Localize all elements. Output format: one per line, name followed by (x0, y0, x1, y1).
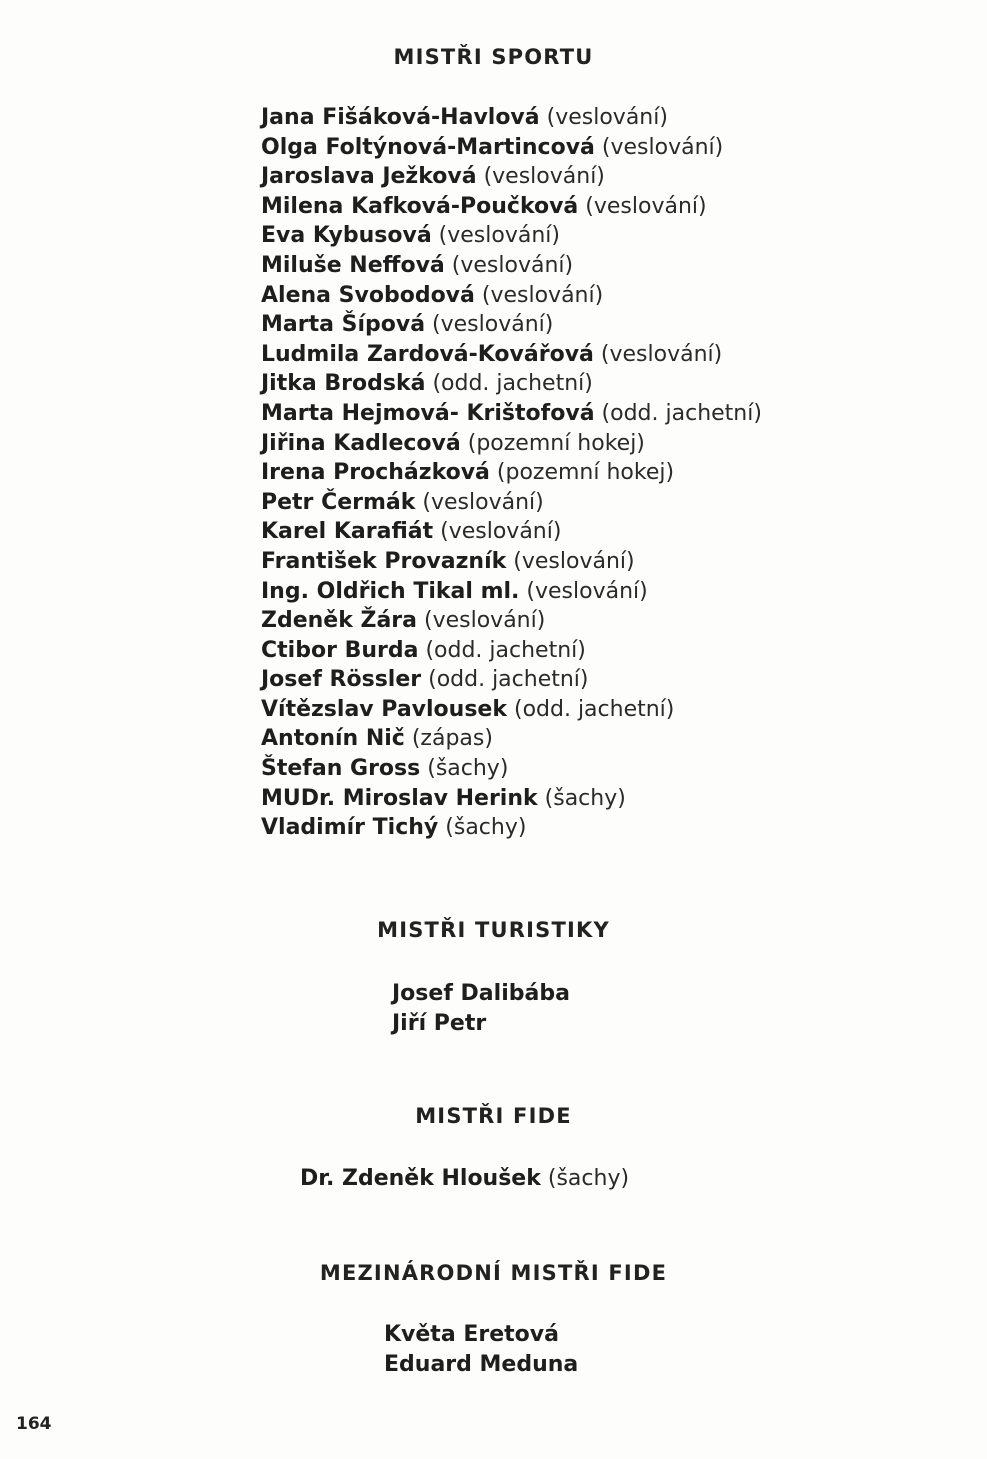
person-name: Milena Kafková-Poučková (261, 193, 579, 219)
discipline: (veslování) (451, 252, 574, 278)
list-item (261, 665, 762, 695)
person-name: Zdeněk Žára (261, 608, 417, 634)
discipline: (veslování) (424, 608, 546, 634)
heading-mistri-fide: MISTŘI FIDE (415, 1104, 572, 1128)
list-item (261, 606, 762, 636)
person-name: Jiří Petr (392, 1010, 487, 1036)
discipline: (šachy) (544, 785, 626, 811)
person-name: Štefan Gross (261, 756, 421, 782)
list-mistri-turistiky (392, 979, 570, 1038)
person-name: Alena Svobodová (261, 282, 475, 308)
list-item (261, 695, 762, 725)
list-item (261, 103, 762, 133)
list-item (392, 1009, 570, 1039)
person-name: Petr Čermák (261, 489, 416, 515)
list-item (261, 162, 762, 192)
person-name: Josef Dalibába (392, 981, 570, 1006)
list-item (261, 517, 762, 547)
person-name: Miluše Neffová (261, 252, 445, 278)
discipline: (šachy) (427, 756, 509, 782)
person-name: Josef Rössler (261, 667, 422, 693)
person-name: Dr. Zdeněk Hloušek (300, 1166, 541, 1191)
discipline: (veslování) (600, 341, 723, 367)
person-name: Ing. Oldřich Tikal ml. (261, 578, 520, 604)
list-item (300, 1164, 629, 1194)
discipline: (veslování) (526, 578, 648, 604)
list-mistri-fide (300, 1164, 629, 1194)
person-name: Marta Hejmová- Krištofová (261, 400, 595, 426)
list-item (384, 1350, 578, 1380)
discipline: (odd. jachetní) (432, 371, 593, 397)
list-item (261, 813, 762, 843)
list-item (261, 458, 762, 488)
heading-mezinarodni-mistri-fide: MEZINÁRODNÍ MISTŘI FIDE (319, 1261, 668, 1285)
list-mezinarodni-mistri-fide (384, 1320, 578, 1379)
list-mistri-sportu (261, 103, 762, 843)
discipline: (veslování) (422, 489, 544, 515)
list-item (392, 979, 570, 1009)
person-name: Vítězslav Pavlousek (261, 696, 507, 722)
person-name: Marta Šípová (261, 312, 426, 338)
person-name: Irena Procházková (261, 460, 490, 486)
discipline: (veslování) (546, 105, 668, 130)
list-item (261, 310, 762, 340)
person-name: Jitka Brodská (261, 371, 426, 397)
discipline: (veslování) (481, 282, 604, 308)
list-item (384, 1320, 578, 1350)
list-item (261, 251, 762, 281)
discipline: (odd. jachetní) (425, 637, 586, 663)
list-item (261, 340, 762, 370)
person-name: Antonín Nič (261, 726, 405, 752)
discipline: (pozemní hokej) (496, 460, 675, 486)
list-item (261, 369, 762, 399)
person-name: Ludmila Zardová-Kovářová (261, 341, 594, 367)
person-name: Olga Foltýnová-Martincová (261, 134, 595, 160)
list-item (261, 636, 762, 666)
list-item (261, 429, 762, 459)
person-name: Jaroslava Ježková (261, 164, 477, 190)
list-item (261, 577, 762, 607)
discipline: (veslování) (440, 519, 562, 545)
person-name: Eva Kybusová (261, 223, 432, 249)
person-name: František Provazník (261, 548, 507, 574)
discipline: (odd. jachetní) (601, 400, 762, 426)
discipline: (šachy) (445, 815, 527, 841)
person-name: Karel Karafiát (261, 519, 434, 545)
discipline: (veslování) (513, 548, 635, 574)
discipline: (zápas) (411, 726, 493, 752)
discipline: (veslování) (483, 164, 605, 190)
person-name: Jiřina Kadlecová (261, 430, 461, 456)
list-item (261, 133, 762, 163)
list-item (261, 784, 762, 814)
list-item (261, 399, 762, 429)
list-item (261, 281, 762, 311)
list-item (261, 221, 762, 251)
heading-mistri-turistiky: MISTŘI TURISTIKY (377, 918, 610, 942)
list-item (261, 754, 762, 784)
list-item (261, 192, 762, 222)
discipline: (pozemní hokej) (467, 430, 645, 456)
discipline: (veslování) (585, 193, 707, 219)
discipline: (veslování) (432, 312, 554, 338)
list-item (261, 547, 762, 577)
discipline: (odd. jachetní) (513, 696, 675, 722)
person-name: Eduard Meduna (384, 1351, 579, 1377)
discipline: (odd. jachetní) (428, 667, 589, 693)
person-name: Vladimír Tichý (261, 815, 439, 841)
discipline: (veslování) (601, 134, 724, 160)
heading-mistri-sportu: MISTŘI SPORTU (393, 45, 594, 69)
discipline: (veslování) (438, 223, 560, 249)
list-item (261, 488, 762, 518)
person-name: Květa Eretová (384, 1322, 559, 1347)
page-number: 164 (16, 1414, 52, 1434)
discipline: (šachy) (547, 1166, 630, 1191)
person-name: MUDr. Miroslav Herink (261, 785, 538, 811)
person-name: Ctibor Burda (261, 637, 419, 663)
list-item (261, 724, 762, 754)
person-name: Jana Fišáková-Havlová (261, 105, 540, 130)
